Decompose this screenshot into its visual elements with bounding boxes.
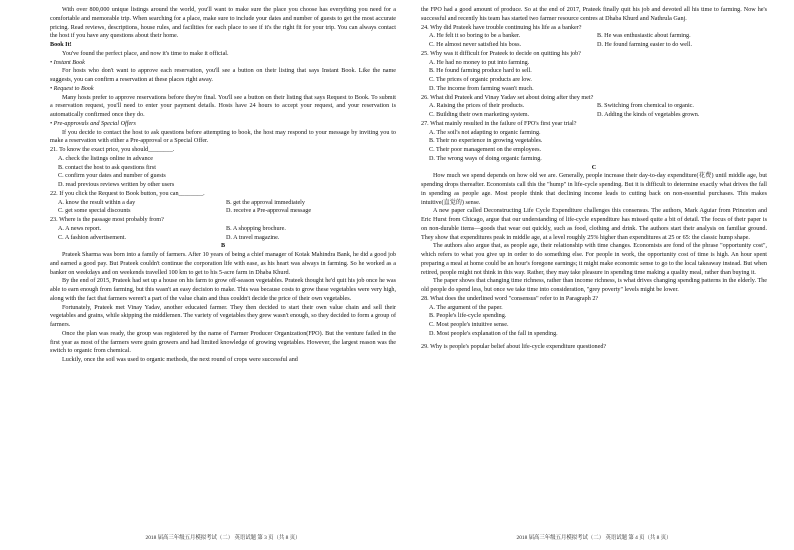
paragraph: Once the plan was ready, the group was registered by the name of Farmer Producer Organization(FPO). But the venture failed in the first year as most of the farmers were grain growers and had limited knowledge of growing vegetables. However, the largest reason was the switch to organic from chemical. bbox=[50, 330, 396, 355]
option: A. The argument of the paper. bbox=[429, 304, 503, 311]
section-c-heading: C bbox=[591, 164, 597, 171]
paragraph: The authors also argue that, as people age, their relationship with time changes. Economists are fond of the phrase "opportunity cost", which refers to what you give up in order to do something else. For people in work, the opportunity cost of time is high. An hour spent preparing a meal at home could be an hour's foregone earnings; it might make economic sense to go to the local takeaway instead. But when retired, people might not think in this way. Rather, they may take pleasure in spending time making a quality meal, rather than buying it. bbox=[421, 243, 767, 276]
question-25: 25. Why was it difficult for Prateek to decide on quitting his job? bbox=[421, 50, 581, 57]
option: B. contact the host to ask questions first bbox=[58, 164, 156, 171]
option: D. A travel magazine. bbox=[226, 234, 280, 241]
section-b-heading: B bbox=[220, 243, 226, 250]
question-24: 24. Why did Prateek have trouble continuing his life as a banker? bbox=[421, 24, 582, 31]
option: D. The income from farming wasn't much. bbox=[429, 85, 534, 92]
option-row bbox=[50, 199, 396, 208]
option: B. Their no experience in growing vegetables. bbox=[429, 138, 543, 145]
option: C. confirm your dates and number of guests bbox=[58, 173, 166, 180]
paragraph: the FPO had a good amount of produce. So at the end of 2017, Prateek finally quit his job and devoted all his time to farming. Now he's successful and recently his team has started two farmer resource centres at Dhaba Khurd and Nathrula Ganj. bbox=[421, 7, 767, 22]
option: D. read previous reviews written by other users bbox=[58, 182, 175, 188]
option: C. A fashion advertisement. bbox=[58, 234, 127, 241]
option: A. check the listings online in advance bbox=[58, 155, 153, 162]
heading-book-it: Book It! bbox=[50, 42, 72, 48]
page-footer-right: 2018 届高三年级五月模拟考试（二） 英语试题 第 4 页（共 8 页） bbox=[516, 535, 672, 541]
paragraph: Luckily, once the soil was used to organic methods, the next round of crops were successful and bbox=[62, 357, 298, 363]
option-row bbox=[50, 225, 396, 234]
paragraph: A new paper called Deconstructing Life Cycle Expenditure challenges this consensus. The authors, Mark Aguiar from Princeton and Eric Hurst from Chicago, argue that our understanding of life-cycle expenditure has missed quite a bit of detail. The focus of their paper is on non-durable items—goods that wear out quickly, such as food, clothing and drink. The authors start their analysis on familiar ground. They show that expenditures peak in middle age, at a level roughly 25% higher than expenditures at 25 or 65: the classic hump shape. bbox=[421, 208, 767, 241]
paragraph: Fortunately, Prateek met Vinay Yadav, another educated farmer. They then decided to start their own value chain and sell their vegetables and grains, while skipping the middlemen. The variety of vegetables they grew wasn't enough, so they decided to form a group of farmers. bbox=[50, 304, 396, 328]
option: C. The prices of organic products are low. bbox=[429, 77, 532, 83]
option: C. Building their own marketing system. bbox=[429, 112, 530, 118]
option-row bbox=[50, 207, 396, 216]
option-row bbox=[421, 41, 767, 50]
paragraph: For hosts who don't want to approve each reservation, you'll see a button on their listing that says Instant Book. Like the name suggests, you can confirm a reservation at these places right away. bbox=[50, 68, 396, 83]
page-footer-left: 2018 届高三年级五月模拟考试（二） 英语试题 第 3 页（共 8 页） bbox=[145, 535, 301, 541]
paragraph: The paper shows that changing time richness, rather than income richness, is what drives changing spending patterns in the elderly. The old people do spend less, but once we take time into consideration, "grey poverty" levels might be lower. bbox=[421, 278, 767, 293]
option: B. People's life-cycle spending. bbox=[429, 313, 507, 320]
option: D. Most people's explanation of the fall in spending. bbox=[429, 330, 558, 337]
option: B. He found farming produce hard to sell. bbox=[429, 68, 532, 75]
question-27: 27. What mainly resulted in the failure of FPO's first year trial? bbox=[421, 120, 577, 127]
option: A. Raising the prices of their products. bbox=[429, 103, 525, 110]
option: D. He found farming easier to do well. bbox=[597, 42, 692, 48]
option-row bbox=[421, 32, 767, 41]
option: C. Their poor management on the employees. bbox=[429, 147, 542, 153]
option: A. A news report. bbox=[58, 225, 102, 232]
paragraph: With over 800,000 unique listings around the world, you'll want to make sure the place you choose has everything you need for a comfortable and memorable trip. When searching for a place, make sure to include your dates and number of guests to get the most accurate pricing. Read reviews, descriptions, house rules, and facilities for each place to see if it's the right fit for your trip. You can always contact the host if you have any questions about their home. bbox=[50, 7, 396, 40]
option: B. get the approval immediately bbox=[226, 199, 305, 206]
question-26: 26. What did Prateek and Vinay Yadav set about doing after they met? bbox=[421, 94, 594, 101]
option: A. He had no money to put into farming. bbox=[429, 59, 530, 66]
option: D. The wrong ways of doing organic farming. bbox=[429, 155, 542, 162]
option: A. know the result within a day bbox=[58, 199, 136, 206]
bullet-preapprovals: • Pre-approvals and Special Offers bbox=[50, 120, 136, 127]
paragraph: Prateek Sharma was born into a family of farmers. After 10 years of being a chief manager of Kotak Mahindra Bank, he did a good job and earned a good pay. But Prateek couldn't continue the corporation life with ease, as his heart was always in farming. So he worked as a banker on weekdays and on weekends travelled 100 km to get to his 5-acre farm in Dhaba Khurd. bbox=[50, 252, 396, 276]
option: B. Switching from chemical to organic. bbox=[597, 103, 694, 110]
option: C. He almost never satisfied his boss. bbox=[429, 42, 522, 48]
question-29: 29. Why is people's popular belief about life-cycle expenditure questioned? bbox=[421, 343, 607, 350]
option-row bbox=[421, 102, 767, 111]
option: B. He was enthusiastic about farming. bbox=[597, 33, 691, 40]
option: C. Most people's intuitive sense. bbox=[429, 322, 509, 328]
question-23: 23. Where is the passage most probably from? bbox=[50, 217, 164, 223]
question-22: 22. If you click the Request to Book button, you can________. bbox=[50, 190, 205, 197]
bullet-request-to-book: • Request to Book bbox=[50, 85, 94, 92]
option-row bbox=[421, 111, 767, 120]
paragraph: Many hosts prefer to approve reservations before they're final. You'll see a button on their listing that says Request to Book. To submit a reservation request, you'll need to enter your payment details. Hosts have 24 hours to accept your request, and your reservation is automatically confirmed once they do. bbox=[50, 94, 396, 118]
bullet-instant-book: • Instant Book bbox=[50, 59, 85, 66]
option: A. He felt it so boring to be a banker. bbox=[429, 33, 521, 40]
option-row bbox=[50, 234, 396, 243]
paragraph: How much we spend depends on how old we are. Generally, people increase their day-to-day expenditure(花费) until middle age, but spending drops thereafter. Economists call this the "hump" in life-cycle spending. But it is difficult to determine exactly what drives the fall in spending as people age. Most people think that declining income leads to cutting back on non-essential purchases. This makes intuitive(直觉的) sense. bbox=[421, 173, 767, 206]
option: A. The soil's not adapting to organic farming. bbox=[429, 129, 541, 136]
left-column bbox=[50, 6, 396, 365]
paragraph: If you decide to contact the host to ask questions before attempting to book, the host may respond to your message by inviting you to make a reservation with either a Pre-approval or a Special Offer. bbox=[50, 129, 396, 145]
paragraph: You've found the perfect place, and now it's time to make it official. bbox=[62, 50, 229, 57]
question-21: 21. To know the exact price, you should________. bbox=[50, 147, 175, 153]
option: D. Adding the kinds of vegetables grown. bbox=[597, 112, 700, 118]
question-28: 28. What does the underlined word "consensus" refer to in Paragraph 2? bbox=[421, 295, 599, 302]
option: B. A shopping brochure. bbox=[226, 225, 286, 232]
option: D. receive a Pre-approval message bbox=[226, 208, 312, 215]
option: C. get some special discounts bbox=[58, 208, 131, 215]
paragraph: By the end of 2015, Prateek had set up a house on his farm to grow off-season vegetables. Prateek thought he'd quit his job once he was able to earn enough from farming, but this wasn't an easy decision to make. This was because costs to grow these vegetables were very high, along with the fact that farmers weren't a part of the value chain and thus couldn't decide the price of their own vegetables. bbox=[50, 278, 396, 302]
right-column bbox=[421, 6, 767, 351]
